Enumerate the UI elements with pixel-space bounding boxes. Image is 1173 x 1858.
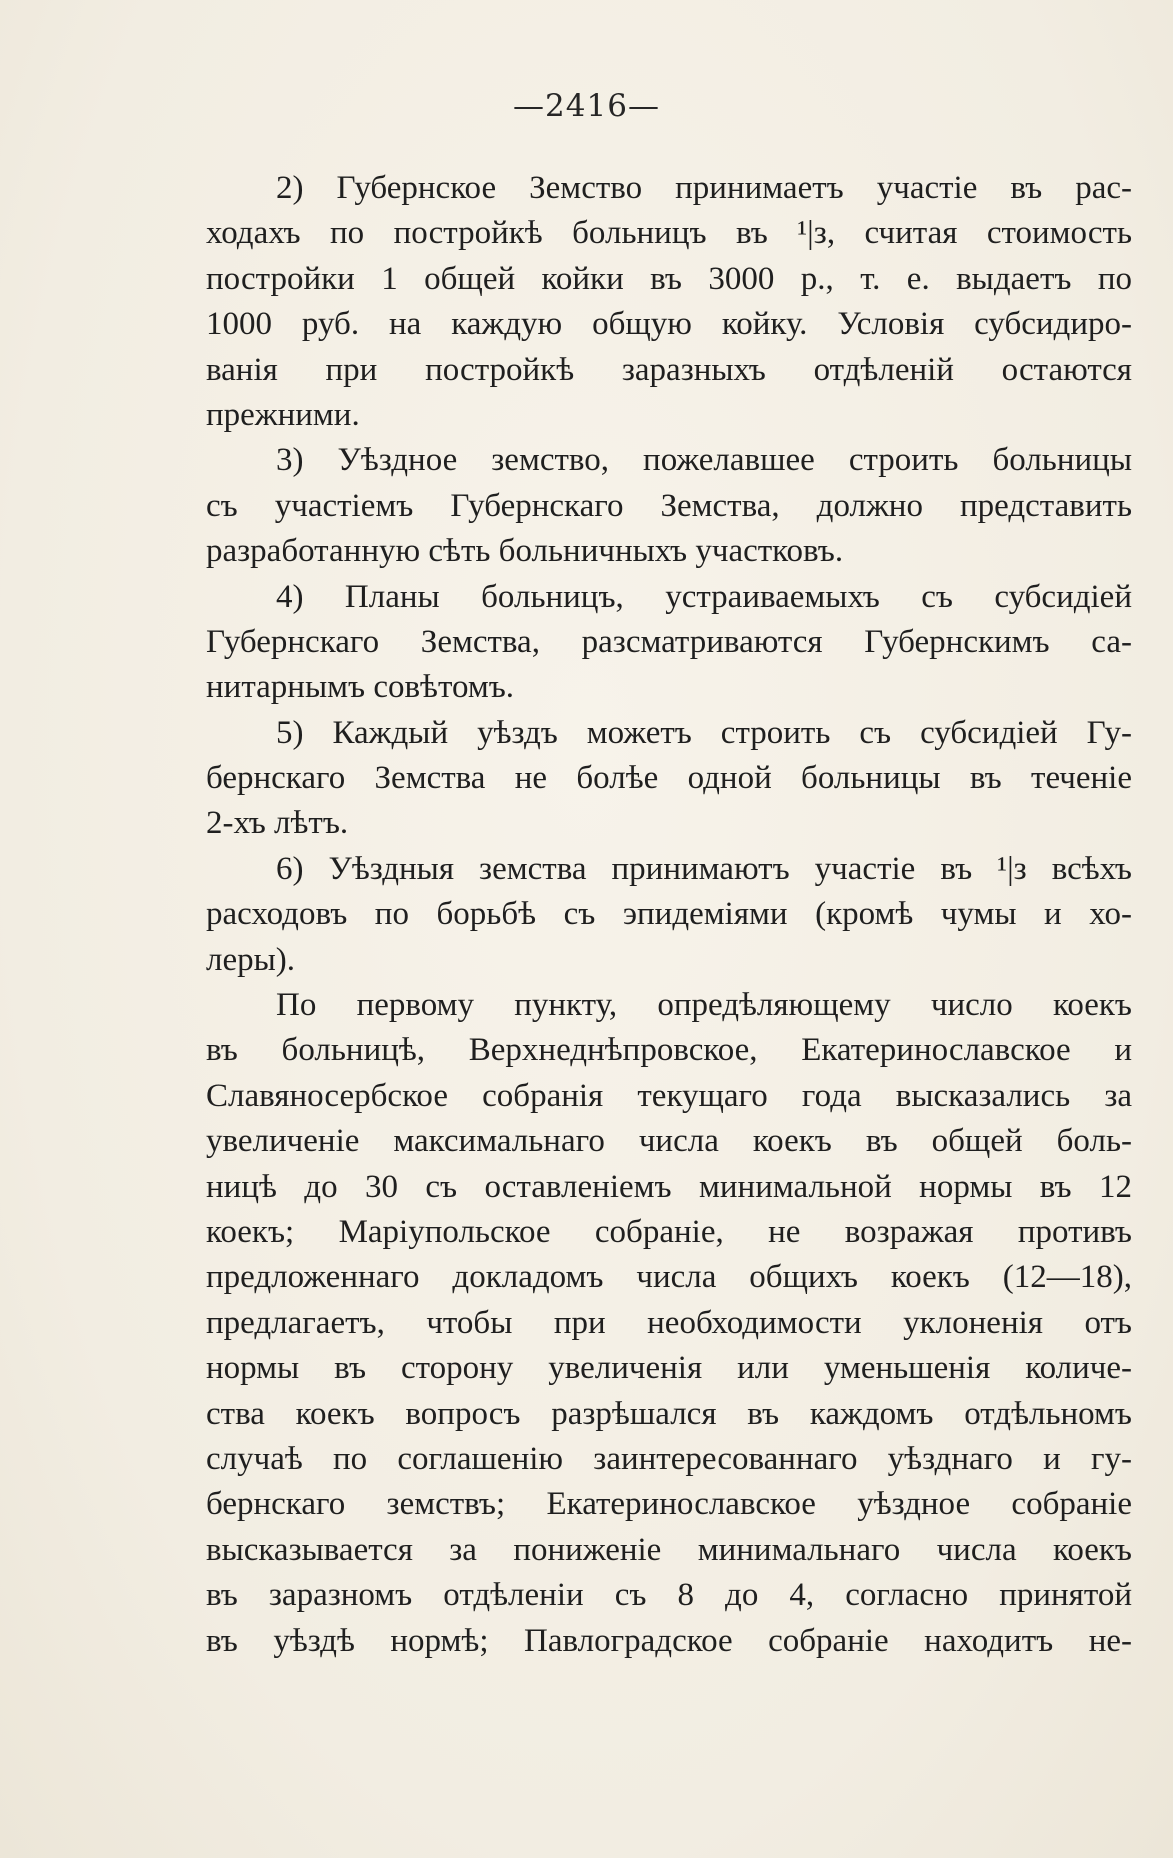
text-line: 6) Уѣздныя земства принимаютъ участіе въ ¹|з всѣхъ bbox=[276, 850, 1132, 887]
paragraph bbox=[206, 983, 1132, 1664]
paragraph bbox=[206, 711, 1132, 847]
text-line: прежними. bbox=[206, 396, 360, 433]
text-line: 5) Каждый уѣздъ можетъ строить съ субсидіей Гу- bbox=[276, 714, 1132, 751]
text-line: нитарнымъ совѣтомъ. bbox=[206, 669, 515, 706]
text-line: бернскаго земствъ; Екатеринославское уѣздное собраніе bbox=[206, 1486, 1132, 1523]
text-line: бернскаго Земства не болѣе одной больницы въ теченіе bbox=[206, 760, 1132, 797]
text-line: По первому пункту, опредѣляющему число коекъ bbox=[276, 987, 1132, 1024]
text-line: 1000 руб. на каждую общую койку. Условія субсидиро- bbox=[206, 306, 1132, 343]
text-line: 3) Уѣздное земство, пожелавшее строить больницы bbox=[276, 442, 1132, 479]
text-line: ницѣ до 30 съ оставленіемъ минимальной нормы въ 12 bbox=[206, 1168, 1132, 1205]
text-line: въ заразномъ отдѣленіи съ 8 до 4, согласно принятой bbox=[206, 1577, 1132, 1614]
paragraph bbox=[206, 575, 1132, 711]
text-line: случаѣ по соглашенію заинтересованнаго уѣзднаго и гу- bbox=[206, 1440, 1132, 1477]
text-line: 4) Планы больницъ, устраиваемыхъ съ субсидіей bbox=[276, 578, 1132, 615]
page-number: —2416— bbox=[513, 88, 660, 124]
text-line: Губернскаго Земства, разсматриваются Губернскимъ са- bbox=[206, 623, 1132, 660]
paragraph bbox=[206, 166, 1132, 438]
text-line: леры). bbox=[206, 941, 296, 978]
text-line: ванія при постройкѣ заразныхъ отдѣленій остаются bbox=[206, 351, 1132, 388]
body-text bbox=[206, 166, 1132, 1664]
paragraph bbox=[206, 438, 1132, 574]
text-line: предложеннаго докладомъ числа общихъ коекъ (12—18), bbox=[206, 1259, 1132, 1296]
text-line: въ уѣздѣ нормѣ; Павлоградское собраніе находитъ не- bbox=[206, 1622, 1132, 1659]
text-line: расходовъ по борьбѣ съ эпидеміями (кромѣ чумы и хо- bbox=[206, 896, 1132, 933]
text-line: нормы въ сторону увеличенія или уменьшенія количе- bbox=[206, 1350, 1132, 1387]
text-line: ходахъ по постройкѣ больницъ въ ¹|з, считая стоимость bbox=[206, 215, 1132, 252]
text-line: разработанную сѣть больничныхъ участковъ. bbox=[206, 533, 844, 570]
text-line: 2) Губернское Земство принимаетъ участіе въ рас- bbox=[276, 170, 1132, 206]
text-line: высказывается за пониженіе минимальнаго числа коекъ bbox=[206, 1531, 1132, 1568]
paragraph bbox=[206, 847, 1132, 983]
text-line: предлагаетъ, чтобы при необходимости уклоненія отъ bbox=[206, 1304, 1132, 1341]
text-line: коекъ; Маріупольское собраніе, не возражая противъ bbox=[206, 1213, 1132, 1250]
text-line: въ больницѣ, Верхнеднѣпровское, Екатеринославское и bbox=[206, 1032, 1132, 1069]
text-line: съ участіемъ Губернскаго Земства, должно представить bbox=[206, 487, 1132, 524]
text-line: постройки 1 общей койки въ 3000 р., т. е. выдаетъ по bbox=[206, 260, 1132, 297]
text-line: ства коекъ вопросъ разрѣшался въ каждомъ отдѣльномъ bbox=[206, 1395, 1132, 1432]
text-line: увеличеніе максимальнаго числа коекъ въ общей боль- bbox=[206, 1123, 1132, 1160]
text-line: Славяносербское собранія текущаго года высказались за bbox=[206, 1077, 1132, 1114]
text-line: 2-хъ лѣтъ. bbox=[206, 805, 349, 842]
